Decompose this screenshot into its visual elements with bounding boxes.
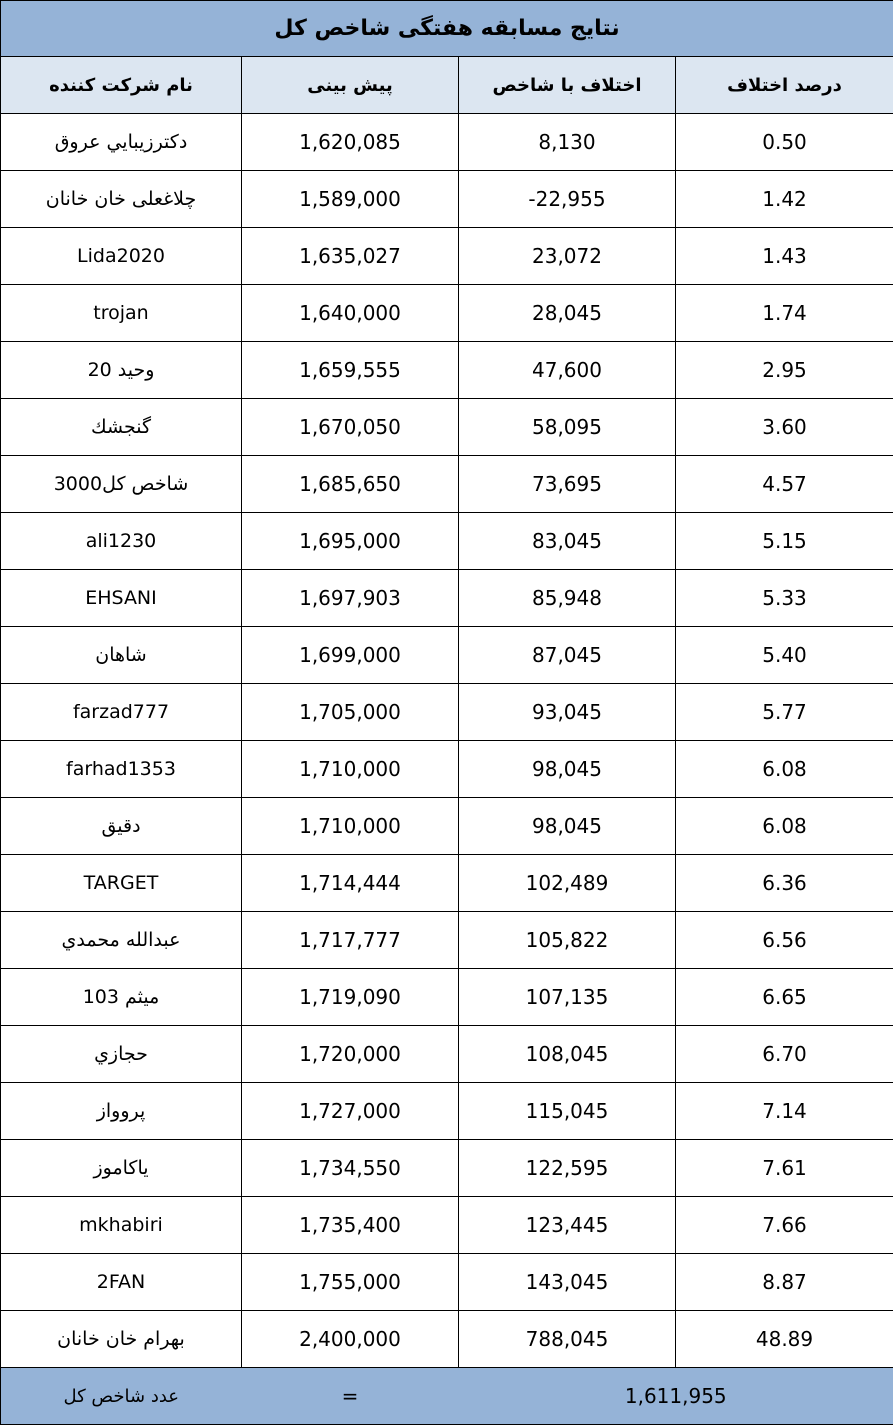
table-row: [1, 399, 893, 456]
total-row: [1, 1368, 893, 1425]
header-row: [1, 57, 893, 114]
table-row: [1, 342, 893, 399]
cell-forecast: 1,727,000: [242, 1083, 459, 1140]
cell-forecast: 1,659,555: [242, 342, 459, 399]
cell-diff: 107,135: [459, 969, 676, 1026]
table-row: [1, 627, 893, 684]
cell-diff: 98,045: [459, 741, 676, 798]
cell-pct: 5.77: [676, 684, 893, 741]
cell-pct: 7.61: [676, 1140, 893, 1197]
cell-diff: 122,595: [459, 1140, 676, 1197]
table-row: [1, 456, 893, 513]
cell-diff: 23,072: [459, 228, 676, 285]
cell-forecast: 1,697,903: [242, 570, 459, 627]
cell-name: دقيق: [1, 798, 242, 855]
cell-forecast: 1,717,777: [242, 912, 459, 969]
cell-diff: 115,045: [459, 1083, 676, 1140]
header-pct: درصد اختلاف: [676, 57, 893, 114]
cell-pct: 0.50: [676, 114, 893, 171]
cell-forecast: 1,710,000: [242, 798, 459, 855]
cell-diff: 143,045: [459, 1254, 676, 1311]
cell-diff: 93,045: [459, 684, 676, 741]
cell-diff: 83,045: [459, 513, 676, 570]
cell-diff: 123,445: [459, 1197, 676, 1254]
cell-diff: 85,948: [459, 570, 676, 627]
table-row: [1, 855, 893, 912]
cell-diff: 87,045: [459, 627, 676, 684]
cell-name: farhad1353: [1, 741, 242, 798]
header-forecast: پیش بینی: [242, 57, 459, 114]
cell-name: Lida2020: [1, 228, 242, 285]
cell-name: farzad777: [1, 684, 242, 741]
cell-name: ياكاموز: [1, 1140, 242, 1197]
cell-forecast: 1,734,550: [242, 1140, 459, 1197]
table-row: [1, 1026, 893, 1083]
table-row: [1, 1083, 893, 1140]
results-table-body: [1, 1, 893, 1425]
cell-forecast: 1,589,000: [242, 171, 459, 228]
header-name: نام شرکت کننده: [1, 57, 242, 114]
cell-forecast: 1,685,650: [242, 456, 459, 513]
cell-pct: 48.89: [676, 1311, 893, 1368]
cell-pct: 6.08: [676, 798, 893, 855]
table-title: نتایج مسابقه هفتگی شاخص کل: [1, 1, 893, 57]
cell-name: حجازي: [1, 1026, 242, 1083]
cell-name: mkhabiri: [1, 1197, 242, 1254]
cell-name: وحيد 20: [1, 342, 242, 399]
title-row: [1, 1, 893, 57]
cell-diff: 105,822: [459, 912, 676, 969]
cell-forecast: 1,699,000: [242, 627, 459, 684]
cell-forecast: 1,635,027: [242, 228, 459, 285]
cell-name: ميثم 103: [1, 969, 242, 1026]
table-row: [1, 798, 893, 855]
cell-pct: 7.14: [676, 1083, 893, 1140]
cell-name: EHSANI: [1, 570, 242, 627]
cell-name: شاهان: [1, 627, 242, 684]
cell-name: شاخص کل3000: [1, 456, 242, 513]
cell-diff: 28,045: [459, 285, 676, 342]
cell-pct: 1.74: [676, 285, 893, 342]
table-row: [1, 228, 893, 285]
table-row: [1, 969, 893, 1026]
cell-pct: 6.56: [676, 912, 893, 969]
cell-diff: 108,045: [459, 1026, 676, 1083]
cell-forecast: 1,695,000: [242, 513, 459, 570]
cell-name: TARGET: [1, 855, 242, 912]
cell-pct: 6.70: [676, 1026, 893, 1083]
cell-pct: 1.43: [676, 228, 893, 285]
cell-pct: 5.33: [676, 570, 893, 627]
cell-diff: 98,045: [459, 798, 676, 855]
cell-pct: 5.40: [676, 627, 893, 684]
table-row: [1, 1140, 893, 1197]
cell-pct: 6.36: [676, 855, 893, 912]
table-row: [1, 684, 893, 741]
cell-pct: 8.87: [676, 1254, 893, 1311]
table-row: [1, 1197, 893, 1254]
cell-pct: 6.65: [676, 969, 893, 1026]
cell-name: ali1230: [1, 513, 242, 570]
cell-diff: 8,130: [459, 114, 676, 171]
cell-forecast: 1,710,000: [242, 741, 459, 798]
cell-forecast: 1,714,444: [242, 855, 459, 912]
cell-pct: 1.42: [676, 171, 893, 228]
cell-forecast: 1,735,400: [242, 1197, 459, 1254]
cell-forecast: 1,755,000: [242, 1254, 459, 1311]
cell-diff: 58,095: [459, 399, 676, 456]
total-label: عدد شاخص کل: [1, 1368, 242, 1425]
cell-forecast: 1,640,000: [242, 285, 459, 342]
cell-diff: 788,045: [459, 1311, 676, 1368]
cell-name: بهرام خان خانان: [1, 1311, 242, 1368]
cell-pct: 7.66: [676, 1197, 893, 1254]
cell-forecast: 1,670,050: [242, 399, 459, 456]
cell-forecast: 1,705,000: [242, 684, 459, 741]
cell-name: گنجشك: [1, 399, 242, 456]
cell-pct: 2.95: [676, 342, 893, 399]
table-row: [1, 171, 893, 228]
total-equals: =: [242, 1368, 459, 1425]
table-row: [1, 513, 893, 570]
table-row: [1, 912, 893, 969]
cell-forecast: 1,620,085: [242, 114, 459, 171]
cell-diff: 47,600: [459, 342, 676, 399]
table-row: [1, 285, 893, 342]
table-row: [1, 114, 893, 171]
cell-pct: 6.08: [676, 741, 893, 798]
table-row: [1, 741, 893, 798]
total-value: 1,611,955: [459, 1368, 893, 1425]
cell-pct: 5.15: [676, 513, 893, 570]
cell-name: دکترزيبايي عروق: [1, 114, 242, 171]
header-diff: اختلاف با شاخص: [459, 57, 676, 114]
cell-diff: 73,695: [459, 456, 676, 513]
cell-diff: -22,955: [459, 171, 676, 228]
cell-name: عبدالله محمدي: [1, 912, 242, 969]
cell-name: trojan: [1, 285, 242, 342]
cell-name: پروواز: [1, 1083, 242, 1140]
table-row: [1, 570, 893, 627]
cell-pct: 4.57: [676, 456, 893, 513]
cell-pct: 3.60: [676, 399, 893, 456]
cell-name: 2FAN: [1, 1254, 242, 1311]
table-row: [1, 1311, 893, 1368]
cell-name: چلاغعلی خان خانان: [1, 171, 242, 228]
cell-forecast: 1,720,000: [242, 1026, 459, 1083]
cell-diff: 102,489: [459, 855, 676, 912]
cell-forecast: 2,400,000: [242, 1311, 459, 1368]
cell-forecast: 1,719,090: [242, 969, 459, 1026]
table-row: [1, 1254, 893, 1311]
